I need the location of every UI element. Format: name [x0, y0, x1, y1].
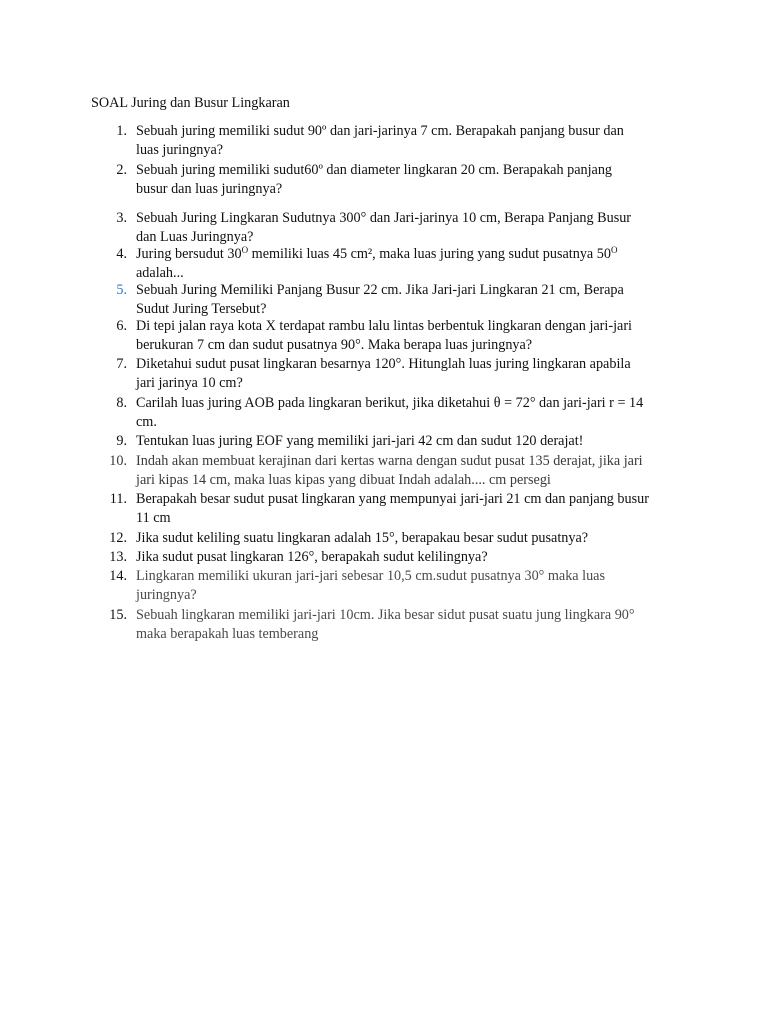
- question-line: juringnya?: [136, 587, 197, 603]
- question-line: Jika sudut keliling suatu lingkaran adalah 15°, berapakau besar sudut pusatnya?: [136, 530, 589, 546]
- question-number: 15.: [109, 607, 127, 623]
- question-line: Lingkaran memiliki ukuran jari-jari sebesar 10,5 cm.sudut pusatnya 30° maka luas: [136, 568, 606, 584]
- question-number: 14.: [109, 568, 127, 584]
- question-line: Diketahui sudut pusat lingkaran besarnya 120°. Hitunglah luas juring lingkaran apabila: [136, 356, 631, 372]
- question-line: Tentukan luas juring EOF yang memiliki jari-jari 42 cm dan sudut 120 derajat!: [136, 433, 584, 449]
- superscript: O: [241, 245, 249, 255]
- question-text: [136, 606, 676, 644]
- question-number: 3.: [116, 210, 127, 226]
- question-line-part: Juring bersudut 30: [136, 246, 242, 262]
- question-line: 11 cm: [136, 510, 171, 526]
- question-number: 8.: [116, 395, 127, 411]
- question-line: Berapakah besar sudut pusat lingkaran yang mempunyai jari-jari 21 cm dan panjang busur: [136, 491, 649, 507]
- question-line: jari kipas 14 cm, maka luas kipas yang dibuat Indah adalah.... cm persegi: [136, 472, 551, 488]
- question-number: 9.: [116, 433, 127, 449]
- question-line: dan Luas Juringnya?: [136, 229, 254, 245]
- question-text: [136, 548, 676, 567]
- question-line: Jika sudut pusat lingkaran 126°, berapakah sudut kelilingnya?: [136, 549, 488, 565]
- question-number: 2.: [116, 162, 127, 178]
- question-text: [136, 452, 676, 490]
- question-text: [136, 394, 676, 432]
- question-line: jari jarinya 10 cm?: [136, 375, 243, 391]
- question-line: busur dan luas juringnya?: [136, 181, 283, 197]
- question-line: Sudut Juring Tersebut?: [136, 301, 267, 317]
- question-line: Sebuah juring memiliki sudut 90º dan jari-jarinya 7 cm. Berapakah panjang busur dan: [136, 123, 624, 139]
- question-text: [136, 490, 676, 528]
- question-text: [136, 122, 676, 160]
- question-number: 7.: [116, 356, 127, 372]
- question-text: [136, 317, 676, 355]
- question-number: 10.: [109, 453, 127, 469]
- question-line: cm.: [136, 414, 157, 430]
- question-number: 12.: [109, 530, 127, 546]
- question-number: 11.: [109, 491, 127, 507]
- question-text: [136, 161, 676, 199]
- question-number: 6.: [116, 318, 127, 334]
- question-text: [136, 355, 676, 393]
- question-text: [136, 281, 676, 319]
- question-line: luas juringnya?: [136, 142, 224, 158]
- question-line: maka berapakah luas temberang: [136, 626, 319, 642]
- question-line: Sebuah juring memiliki sudut60º dan diameter lingkaran 20 cm. Berapakah panjang: [136, 162, 613, 178]
- question-text: [136, 567, 676, 605]
- question-line: Carilah luas juring AOB pada lingkaran berikut, jika diketahui θ = 72° dan jari-jari r = 14: [136, 395, 644, 411]
- question-number: 13.: [109, 549, 127, 565]
- question-text: [136, 209, 676, 247]
- question-number: 1.: [116, 123, 127, 139]
- question-text: [136, 529, 676, 548]
- question-line: Indah akan membuat kerajinan dari kertas warna dengan sudut pusat 135 derajat, jika jari: [136, 453, 643, 469]
- question-line: Sebuah Juring Memiliki Panjang Busur 22 cm. Jika Jari-jari Lingkaran 21 cm, Berapa: [136, 282, 624, 298]
- question-line: Sebuah Juring Lingkaran Sudutnya 300° dan Jari-jarinya 10 cm, Berapa Panjang Busur: [136, 210, 632, 226]
- question-line-part: memiliki luas 45 cm², maka luas juring yang sudut pusatnya 50: [248, 246, 611, 262]
- question-number: 4.: [116, 246, 127, 262]
- question-line: [136, 245, 676, 264]
- superscript: O: [610, 245, 618, 255]
- question-line: Di tepi jalan raya kota X terdapat rambu lalu lintas berbentuk lingkaran dengan jari-jari: [136, 318, 632, 334]
- question-number: 5.: [116, 282, 127, 298]
- question-line: Sebuah lingkaran memiliki jari-jari 10cm. Jika besar sidut pusat suatu jung lingkara 90°: [136, 607, 635, 623]
- question-text: [136, 245, 676, 283]
- document-title: SOAL Juring dan Busur Lingkaran: [91, 95, 290, 111]
- question-line: berukuran 7 cm dan sudut pusatnya 90°. Maka berapa luas juringnya?: [136, 337, 533, 353]
- question-line: adalah...: [136, 265, 184, 281]
- question-text: [136, 432, 676, 451]
